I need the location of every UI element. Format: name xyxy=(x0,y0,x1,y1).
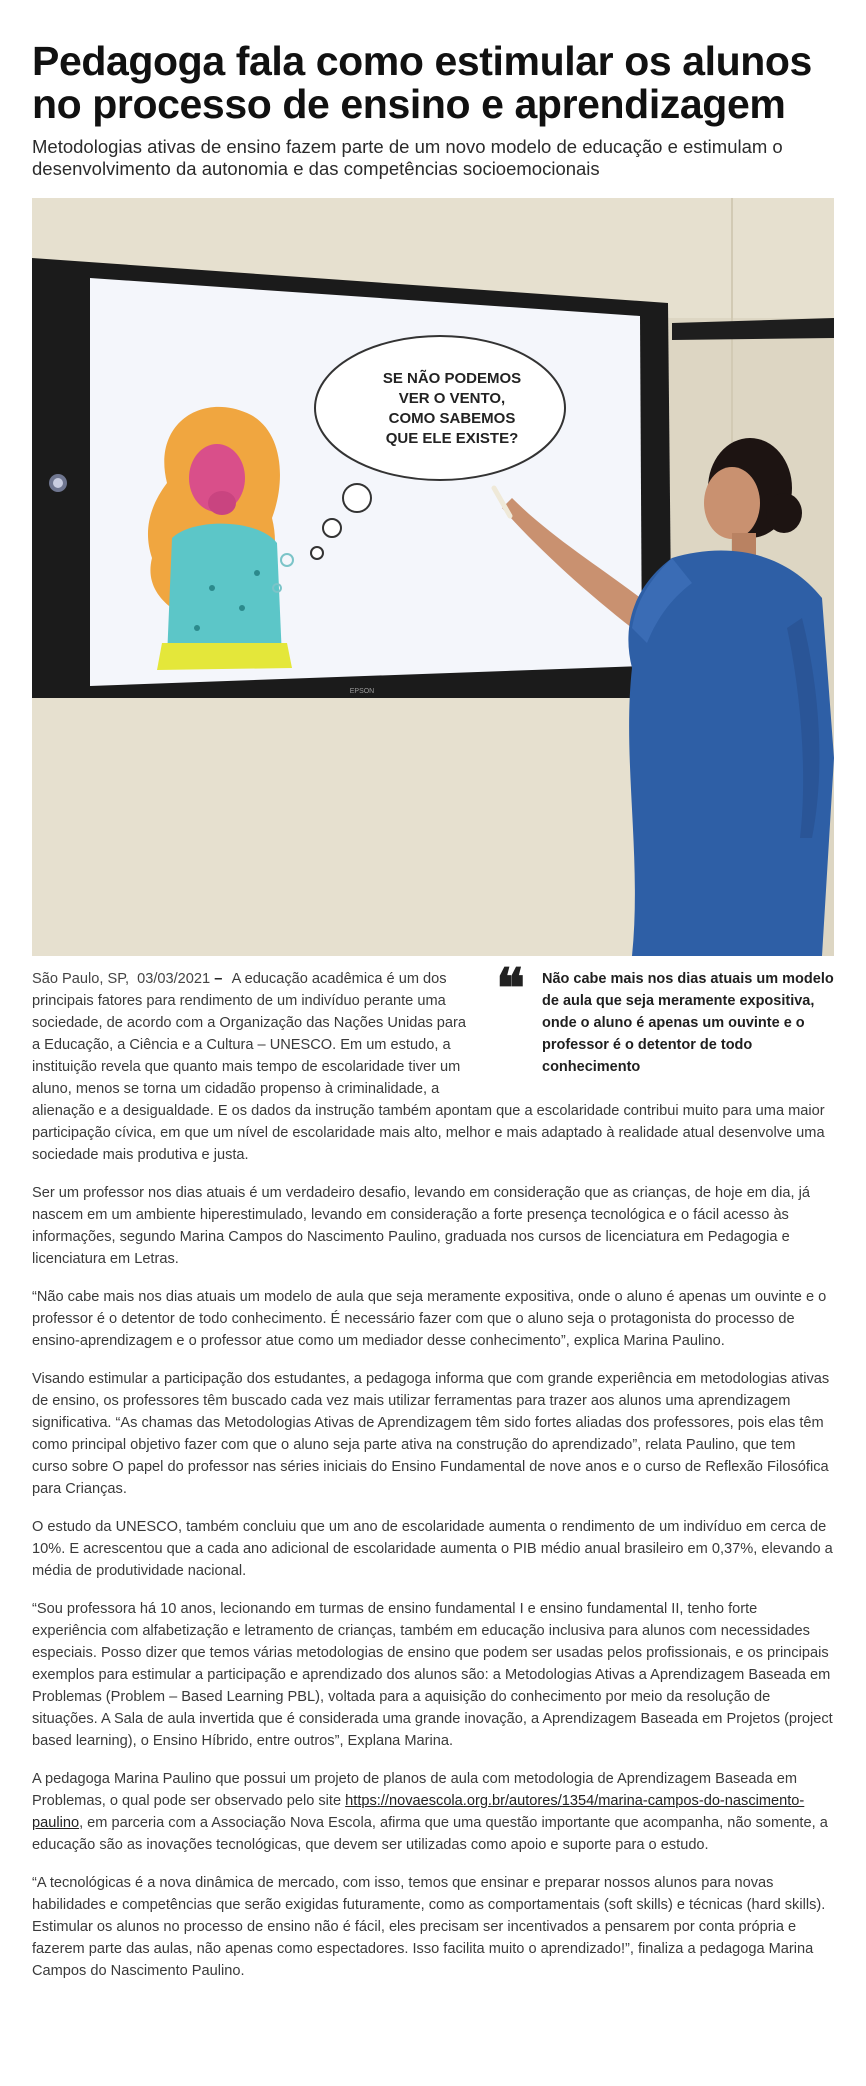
pull-quote xyxy=(496,956,834,1078)
dateline-date: 03/03/2021 xyxy=(137,971,211,987)
dateline-dash: – xyxy=(214,971,223,987)
article-title: Pedagoga fala como estimular os alunos no processo de ensino e aprendizagem xyxy=(32,38,812,127)
lead-text: A educação acadêmica é um dos principais fatores para rendimento de um indivíduo perante uma sociedade, de acordo com a Organização das Nações Unidas para a Educação, a Ciência e a Cultura – UNESCO. Em um estudo, a instituição revela que quanto mais tempo de escolaridade tiver um aluno, menos se torna um cidadão propenso à criminalidade, a alienação e a desigualdade. E os dados da instrução também apontam que a escolaridade contribui muito para uma maior participação cívica, em que um nível de escolaridade mais alto, melhor e mais adaptado à realidade atual desenvolve uma sociedade mais produtiva e justa. xyxy=(32,971,825,1163)
bubble-line-3: COMO SABEMOS xyxy=(388,410,516,427)
paragraph: Visando estimular a participação dos estudantes, a pedagoga informa que com grande experiência em metodologias ativas de ensino, os professores têm buscado cada vez mais utilizar ferramentas para trazer aos alunos uma aprendizagem significativa. “As chamas das Metodologias Ativas de Aprendizagem têm sido fortes aliadas dos professores, pois elas têm como principal objetivo fazer com que o aluno seja parte ativa na construção do aprendizado”, relata Paulino, que tem curso sobre O papel do professor nas séries iniciais do Ensino Fundamental de nove anos e o curso de Reflexão Filosófica para Crianças. xyxy=(32,1371,830,1497)
link-paragraph xyxy=(32,1768,834,1856)
link-paragraph-before: A pedagoga Marina Paulino que possui um projeto de planos de aula com metodologia de Aprendizagem Baseada em Problemas, o qual pode ser observado pelo site xyxy=(32,1771,798,1809)
bubble-line-2: VER O VENTO, xyxy=(398,390,506,407)
paragraph: O estudo da UNESCO, também concluiu que um ano de escolaridade aumenta o rendimento de um indivíduo em cerca de 10%. E acrescentou que a cada ano adicional de escolaridade aumenta o PIB médio anual brasileiro em 0,37%, elevando a média de produtividade nacional. xyxy=(32,1519,833,1579)
tv-brand-label: EPSON xyxy=(349,688,375,695)
article-body xyxy=(32,956,834,1982)
dateline-location: São Paulo, SP, xyxy=(32,971,130,987)
link-paragraph-after: , em parceria com a Associação Nova Escola, afirma que uma questão importante que acompanha, não somente, a educação são as inovações tecnológicas, que devem ser utilizadas como apoio e suporte para o estudo. xyxy=(32,1815,828,1853)
paragraph: “Não cabe mais nos dias atuais um modelo de aula que seja meramente expositiva, onde o aluno é apenas um ouvinte e o professor é o detentor de todo conhecimento. É necessário fazer com que o aluno seja o protagonista do processo de ensino-aprendizagem e o professor atue como um mediador desse conhecimento”, explica Marina Paulino. xyxy=(32,1289,827,1349)
nova-escola-link[interactable]: https://novaescola.org.br/autores/1354/marina-campos-do-nascimento-paulino xyxy=(32,1793,805,1831)
closing-paragraph: “A tecnológicas é a nova dinâmica de mercado, com isso, temos que ensinar e preparar nossos alunos para novas habilidades e competências que serão exigidas futuramente, como as comportamentais (soft skills) e técnicas (hard skills). Estimular os alunos no processo de ensino não é fácil, eles precisam ser incentivados a pensarem por conta própria e fazerem parte das aulas, não apenas como espectadores. Isso facilita muito o aprendizado!”, finaliza a pedagoga Marina Campos do Nascimento Paulino. xyxy=(32,1875,826,1979)
pull-quote-text: Não cabe mais nos dias atuais um modelo de aula que seja meramente expositiva, onde o aluno é apenas um ouvinte e o professor é o detentor de todo conhecimento xyxy=(542,971,834,1075)
article-subtitle: Metodologias ativas de ensino fazem parte de um novo modelo de educação e estimulam o desenvolvimento da autonomia e das competências socioemocionais xyxy=(32,136,783,179)
paragraph: Ser um professor nos dias atuais é um verdadeiro desafio, levando em consideração que as crianças, de hoje em dia, já nascem em um ambiente hiperestimulado, levando em consideração a forte presença tecnológica e o fácil acesso às informações, segundo Marina Campos do Nascimento Paulino, graduada nos cursos de licenciatura em Pedagogia e licenciatura em Letras. xyxy=(32,1185,810,1267)
article xyxy=(32,0,866,1982)
bubble-line-1: SE NÃO PODEMOS xyxy=(382,370,522,387)
bubble-line-4: QUE ELE EXISTE? xyxy=(385,430,519,447)
hero-illustration xyxy=(32,198,834,956)
paragraph: “Sou professora há 10 anos, lecionando em turmas de ensino fundamental I e ensino fundamental II, tenho forte experiência com alfabetização e letramento de crianças, também em educação inclusiva para alunos com necessidades especiais. Posso dizer que temos várias metodologias de ensino que podem ser usadas pelos profissionais, e os principais exemplos para estimular a participação e aprendizado dos alunos são: a Metodologias Ativas a Aprendizagem Baseada em Problemas (Problem – Based Learning PBL), voltada para a aquisição do conhecimento por meio da resolução de situações. A Sala de aula invertida que é considerada uma grande inovação, a Aprendizagem Baseada em Projetos (project based learning), o Ensino Híbrido, entre outros”, Explana Marina. xyxy=(32,1601,833,1749)
quote-icon: ❝ xyxy=(496,956,526,1020)
hero-photo xyxy=(32,198,834,956)
